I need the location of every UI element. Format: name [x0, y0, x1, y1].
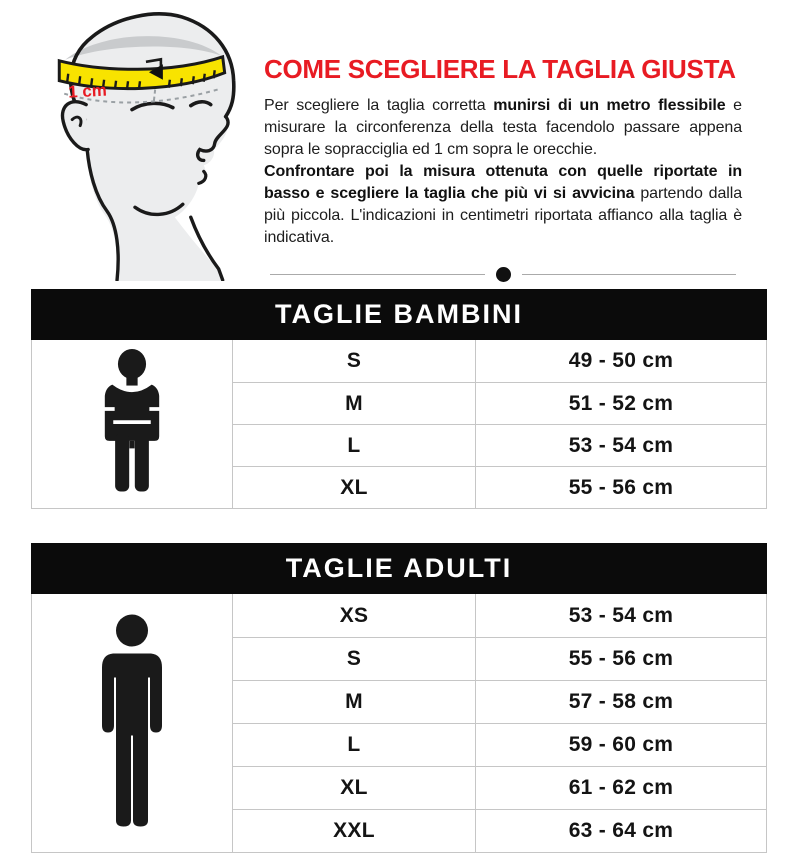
size-cell: M: [233, 382, 476, 424]
head-measuring-tape-illustration: [6, 4, 258, 281]
size-cell: XL: [233, 466, 476, 508]
intro-p1-normal-1: Per scegliere la taglia corretta: [264, 97, 494, 114]
intro-p2-normal: partendo dalla più piccola. L'indicazioni in centimetri riportata affianco alla taglia è indicativa.: [264, 185, 742, 247]
intro-paragraph-1: [264, 95, 742, 161]
adult-silhouette-icon: [82, 607, 182, 840]
size-cell: XXL: [233, 809, 476, 852]
divider-dot: [496, 267, 511, 282]
size-cell: M: [233, 680, 476, 723]
range-cell: 51 - 52 cm: [476, 382, 766, 424]
child-silhouette-icon: [83, 349, 181, 499]
range-cell: 63 - 64 cm: [476, 809, 766, 852]
range-cell: 55 - 56 cm: [476, 637, 766, 680]
size-cell: L: [233, 723, 476, 766]
divider-line-left: [270, 274, 485, 275]
range-cell: 53 - 54 cm: [476, 424, 766, 466]
section-divider: [270, 267, 736, 282]
top-section: [0, 0, 800, 281]
tape-measure-label: 1 cm: [67, 80, 108, 102]
intro-paragraph-2: [264, 161, 742, 249]
size-table-adulti: [31, 543, 767, 853]
range-cell: 61 - 62 cm: [476, 766, 766, 809]
head-illustration-container: [0, 0, 262, 281]
size-cell: L: [233, 424, 476, 466]
table-body-bambini: [31, 340, 767, 509]
table-body-adulti: [31, 594, 767, 853]
range-cell: 57 - 58 cm: [476, 680, 766, 723]
intro-p1-bold: munirsi di un metro flessibile: [493, 97, 726, 114]
size-cell: XS: [233, 594, 476, 637]
table-title-adulti: TAGLIE ADULTI: [31, 543, 767, 594]
size-cell: XL: [233, 766, 476, 809]
divider-line-right: [522, 274, 737, 275]
page-title: COME SCEGLIERE LA TAGLIA GIUSTA: [264, 54, 736, 84]
ear-icon: [62, 102, 88, 150]
size-table-bambini: [31, 289, 767, 509]
intro-text-block: [264, 54, 742, 281]
intro-p1-normal-2: e misurare la circonferenza della testa facendolo passare appena sopra le sopracciglia ed 1 cm sopra le orecchie.: [264, 97, 742, 159]
child-icon-cell: [32, 340, 233, 508]
range-cell: 55 - 56 cm: [476, 466, 766, 508]
intro-p2-bold: Confrontare poi la misura ottenuta con quelle riportate in basso e scegliere la taglia che più vi si avvicina: [264, 163, 742, 203]
head-shape: [71, 14, 234, 281]
size-cell: S: [233, 637, 476, 680]
size-cell: S: [233, 340, 476, 382]
range-cell: 59 - 60 cm: [476, 723, 766, 766]
range-cell: 53 - 54 cm: [568, 603, 674, 627]
range-cell: 49 - 50 cm: [568, 349, 674, 372]
table-title-bambini: TAGLIE BAMBINI: [31, 289, 767, 340]
adult-icon-cell: [32, 594, 233, 852]
